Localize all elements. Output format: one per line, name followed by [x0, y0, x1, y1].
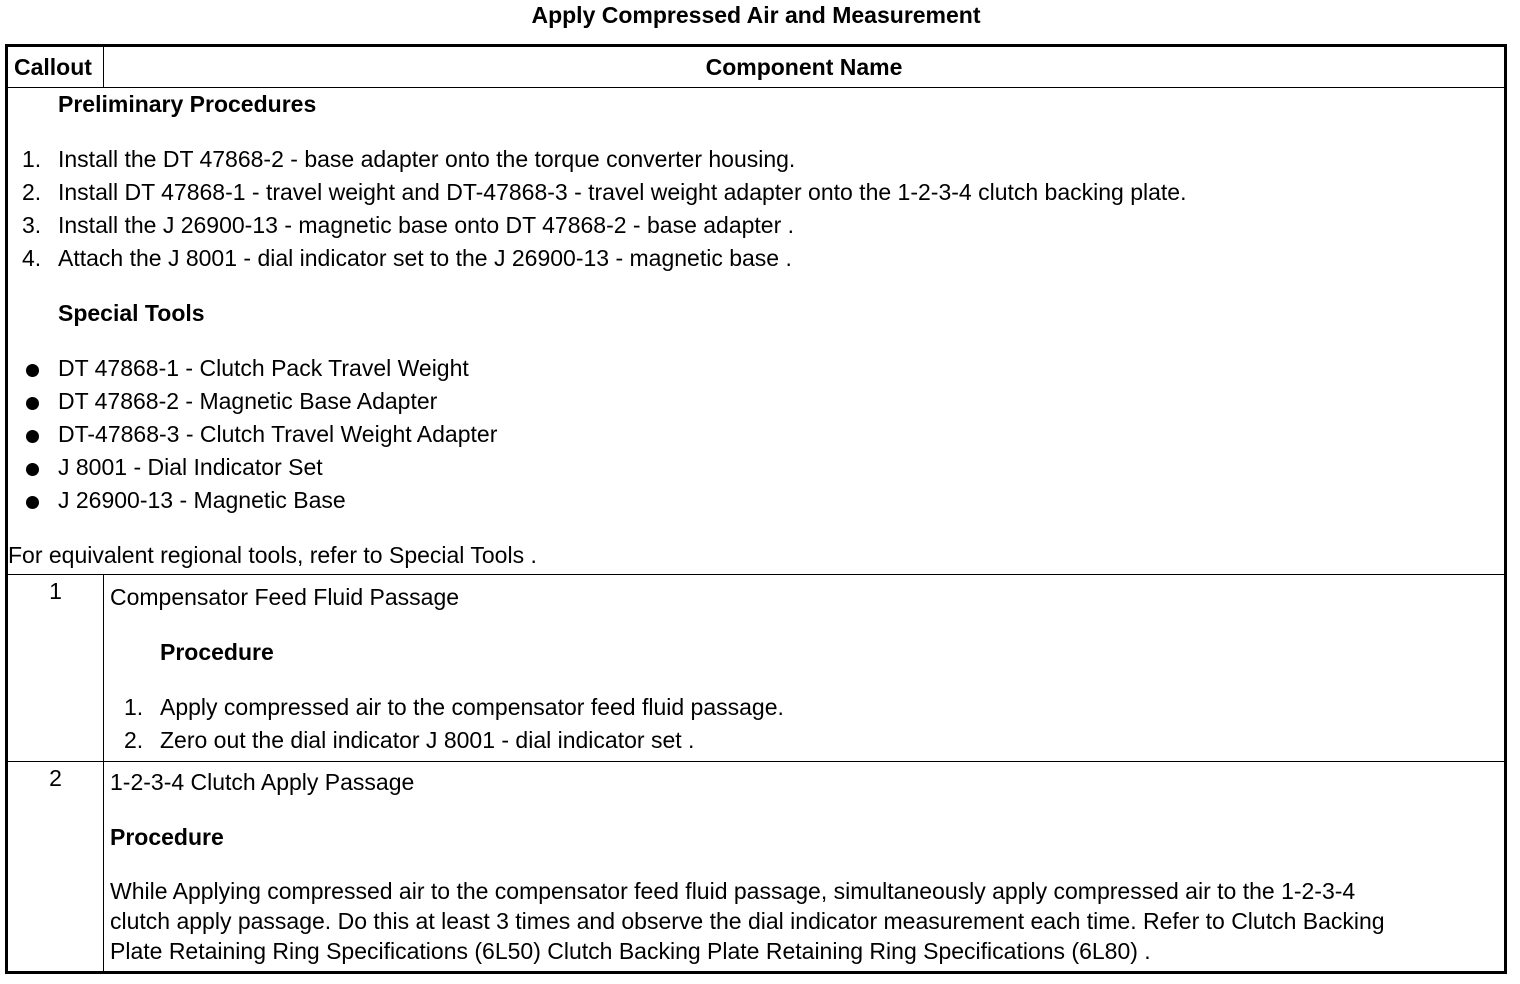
- list-item: [8, 484, 1504, 517]
- list-item: [8, 451, 1504, 484]
- table-row: [7, 762, 1506, 973]
- bullet-icon: [26, 397, 39, 410]
- procedure-heading: Procedure: [160, 639, 274, 665]
- procedure-paragraph-line: While Applying compressed air to the compensator feed fluid passage, simultaneously apply compressed air to the 1-2-3-4: [110, 878, 1356, 904]
- list-item: [8, 352, 1504, 385]
- list-item: [110, 724, 1498, 757]
- tool-text: DT 47868-2 - Magnetic Base Adapter: [58, 388, 438, 414]
- special-tools-heading: Special Tools: [58, 300, 205, 326]
- step-number: 3.: [22, 212, 42, 238]
- list-item: [8, 176, 1504, 209]
- component-cell: [104, 575, 1506, 762]
- bullet-icon: [26, 496, 39, 509]
- procedure-paragraph-line: Plate Retaining Ring Specifications (6L50) Clutch Backing Plate Retaining Ring Specifications (6L80) .: [110, 938, 1151, 964]
- step-number: 4.: [22, 245, 42, 271]
- list-item: [8, 242, 1504, 275]
- component-cell: [104, 762, 1506, 973]
- bullet-icon: [26, 364, 39, 377]
- page-title: Apply Compressed Air and Measurement: [531, 2, 981, 28]
- step-number: 1.: [124, 694, 144, 720]
- preliminary-row: [7, 88, 1506, 575]
- table-header-row: [7, 46, 1506, 88]
- step-number: 2.: [22, 179, 42, 205]
- list-item: [8, 385, 1504, 418]
- step-text: Install DT 47868-1 - travel weight and DT-47868-3 - travel weight adapter onto the 1-2-3-4 clutch backing plate.: [58, 179, 1187, 205]
- procedure-heading: Procedure: [110, 824, 224, 850]
- tool-text: J 8001 - Dial Indicator Set: [58, 454, 323, 480]
- step-number: 1.: [22, 146, 42, 172]
- step-number: 2.: [124, 727, 144, 753]
- regional-tools-note: For equivalent regional tools, refer to Special Tools .: [8, 542, 537, 568]
- tool-text: DT 47868-1 - Clutch Pack Travel Weight: [58, 355, 469, 381]
- bullet-icon: [26, 430, 39, 443]
- step-text: Attach the J 8001 - dial indicator set to the J 26900-13 - magnetic base .: [58, 245, 792, 271]
- procedure-steps-list: [110, 691, 1498, 757]
- component-name-column-header: Component Name: [104, 46, 1506, 88]
- component-name: Compensator Feed Fluid Passage: [110, 584, 460, 610]
- step-text: Install the DT 47868-2 - base adapter onto the torque converter housing.: [58, 146, 796, 172]
- list-item: [110, 691, 1498, 724]
- tool-text: DT-47868-3 - Clutch Travel Weight Adapter: [58, 421, 498, 447]
- callout-column-header: Callout: [7, 46, 104, 88]
- list-item: [8, 209, 1504, 242]
- preliminary-steps-list: [8, 143, 1504, 275]
- list-item: [8, 418, 1504, 451]
- callout-cell: 2: [7, 762, 104, 973]
- callout-cell: 1: [7, 575, 104, 762]
- tool-text: J 26900-13 - Magnetic Base: [58, 487, 346, 513]
- step-text: Zero out the dial indicator J 8001 - dial indicator set .: [160, 727, 695, 753]
- procedure-paragraph-line: clutch apply passage. Do this at least 3 times and observe the dial indicator measurement each time. Refer to Clutch Backing: [110, 908, 1385, 934]
- bullet-icon: [26, 463, 39, 476]
- procedure-table: [5, 44, 1507, 974]
- step-text: Apply compressed air to the compensator feed fluid passage.: [160, 694, 784, 720]
- special-tools-list: [8, 352, 1504, 517]
- step-text: Install the J 26900-13 - magnetic base onto DT 47868-2 - base adapter .: [58, 212, 795, 238]
- preliminary-section: [7, 88, 1506, 575]
- list-item: [8, 143, 1504, 176]
- preliminary-heading: Preliminary Procedures: [58, 91, 317, 117]
- table-row: [7, 575, 1506, 762]
- component-name: 1-2-3-4 Clutch Apply Passage: [110, 769, 415, 795]
